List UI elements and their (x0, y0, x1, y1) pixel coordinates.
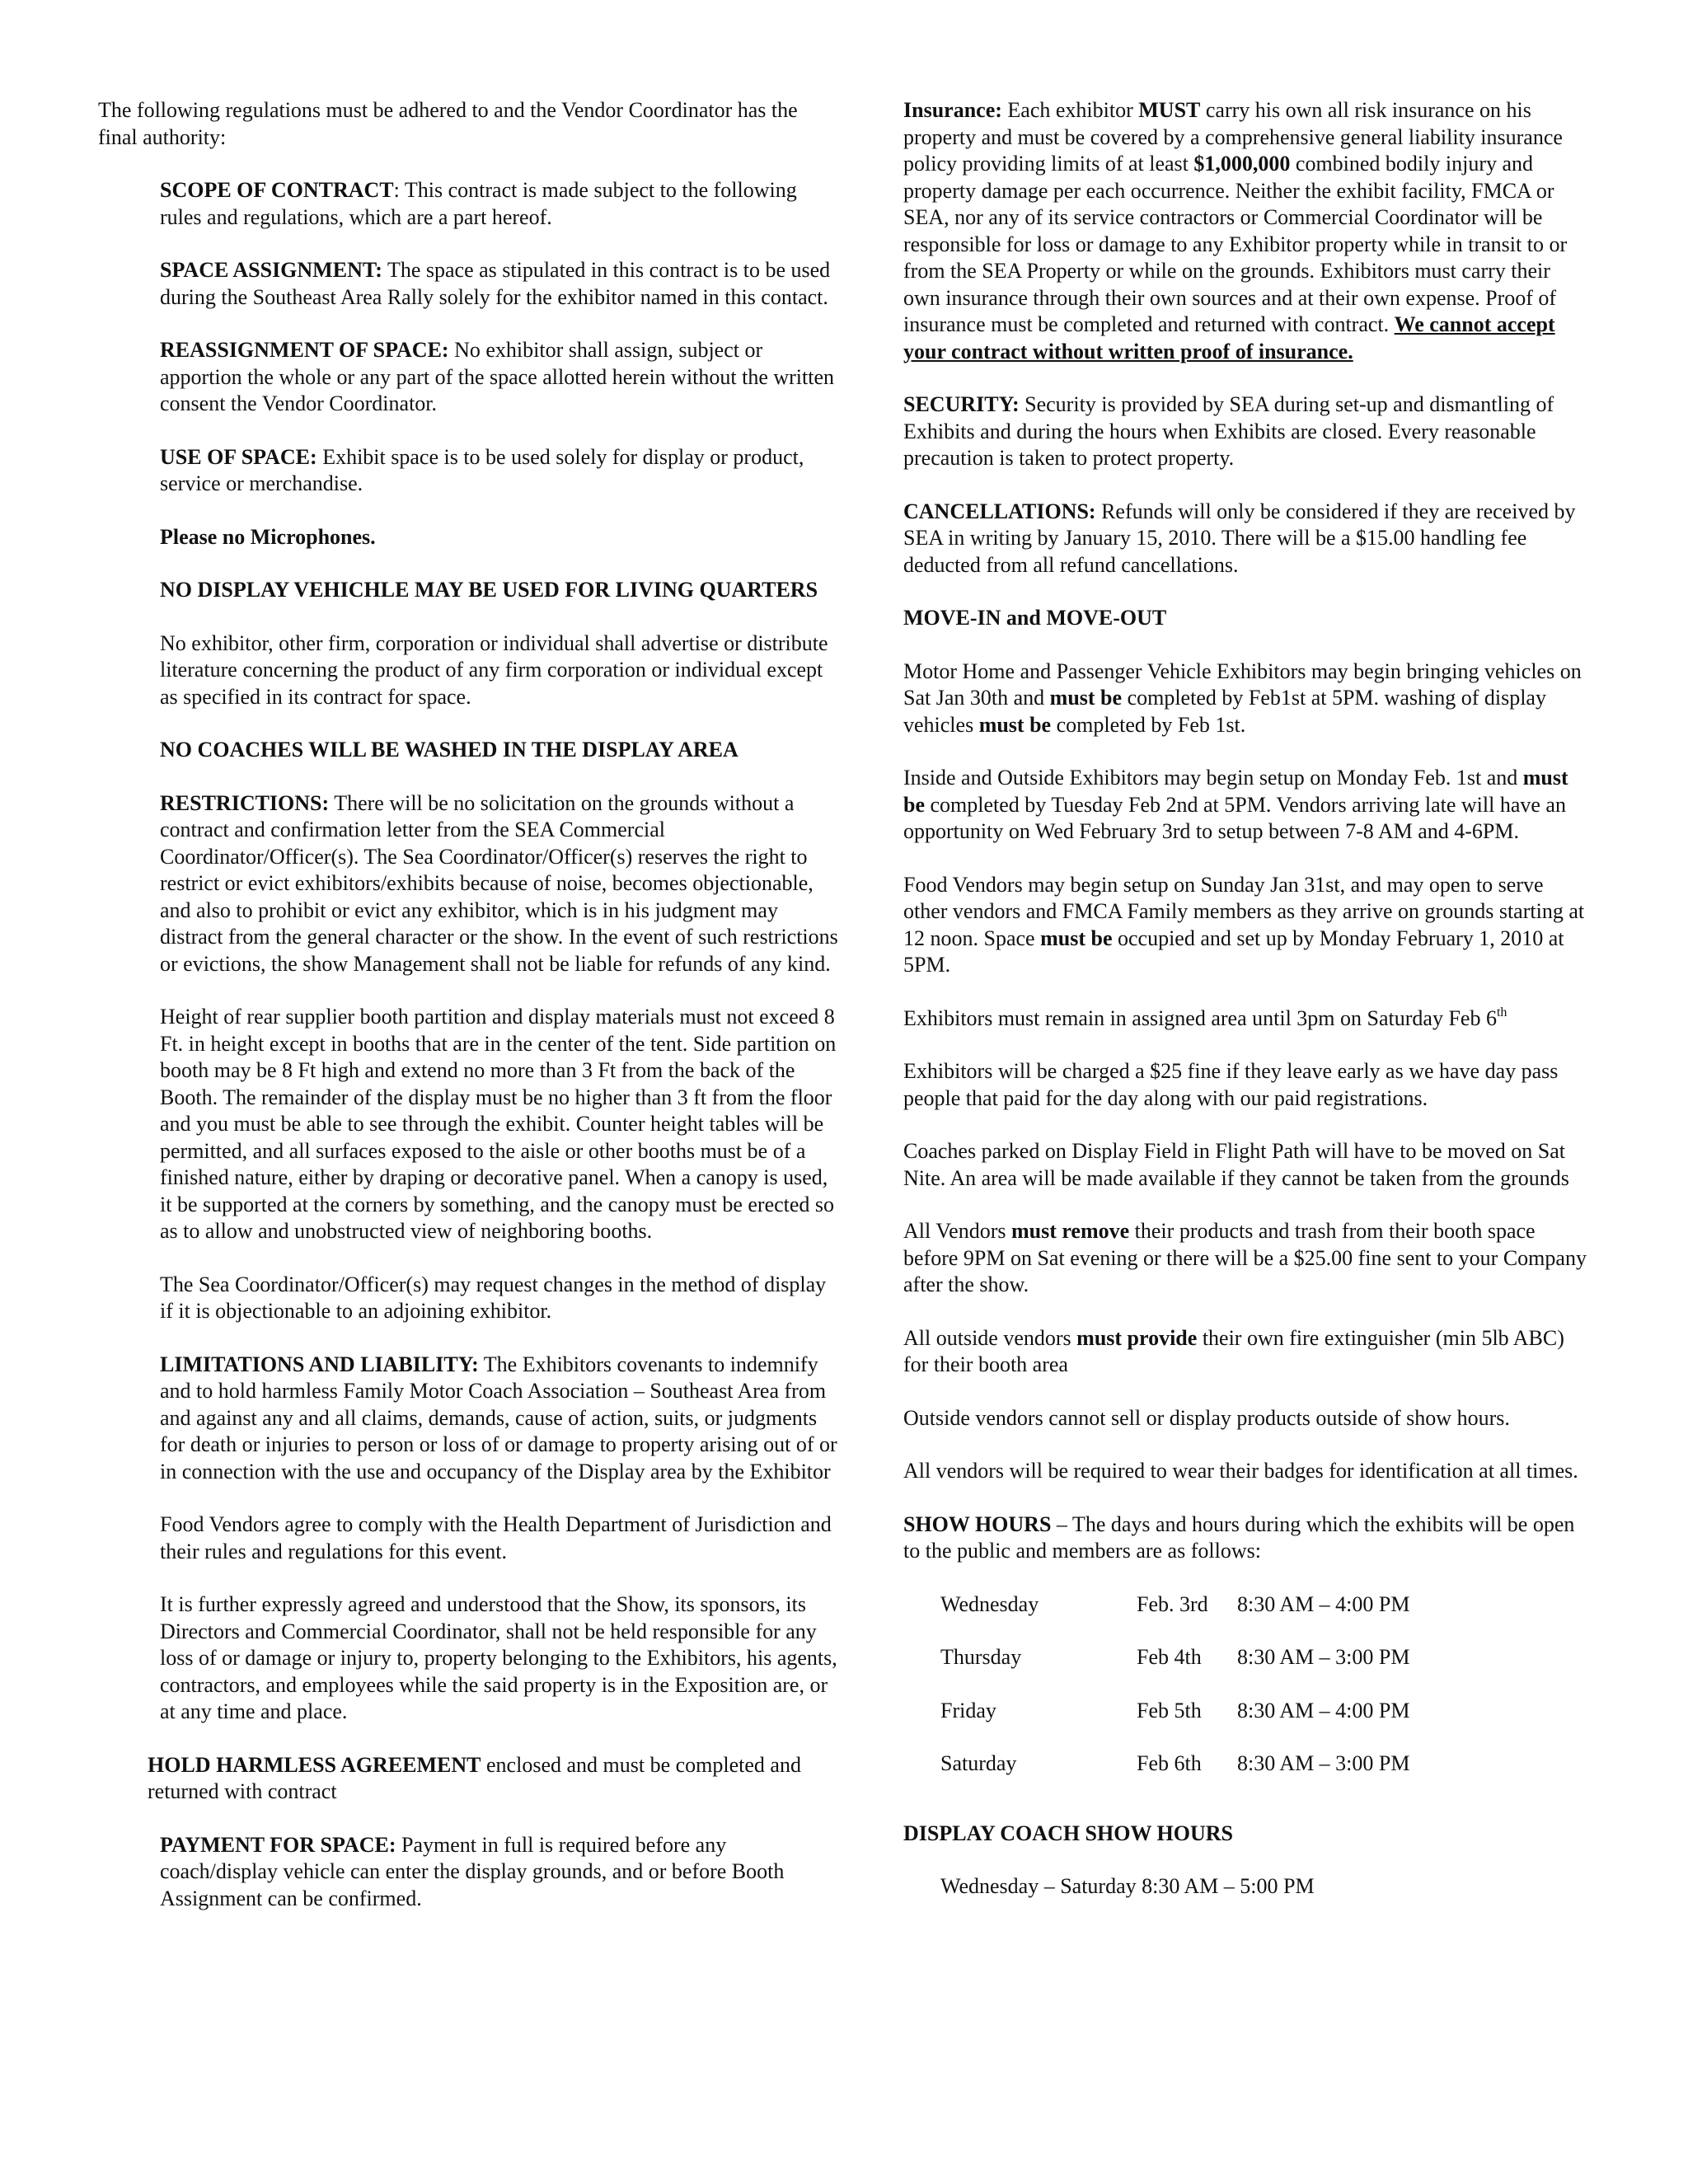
payment-for-space (160, 1832, 840, 1913)
insurance-proof-required: We cannot accept your contract without written proof of insurance. (903, 312, 1555, 363)
food-vendors-paragraph (903, 872, 1587, 979)
schedule-date: Feb 6th (1137, 1751, 1202, 1775)
show-hours-table (940, 1591, 1410, 1804)
badges-paragraph: All vendors will be required to wear their badges for identification at all times. (903, 1459, 1578, 1483)
reassignment-text: No exhibitor shall assign, subject or apportion the whole or any part of the space allotted herein without the written consent the Vendor Coordinator. (160, 338, 835, 415)
remain-text: Exhibitors must remain in assigned area until 3pm on Saturday Feb 6 (903, 1005, 1497, 1030)
inside-outside-text-2: completed by Tuesday Feb 2nd at 5PM. Vendors arriving late will have an opportunity on Wed February 3rd to setup between 7-8 AM and 4-6PM. (903, 792, 1566, 843)
remove-text-2: their products and trash from their booth space before 9PM on Sat evening or there will be a $25.00 fine sent to your Company after the show. (903, 1219, 1587, 1296)
schedule-hours: 8:30 AM – 4:00 PM (1237, 1591, 1410, 1616)
inside-outside-paragraph (903, 765, 1587, 846)
extinguisher-text-2: their own fire extinguisher (min 5lb ABC) for their booth area (903, 1325, 1564, 1376)
schedule-day: Wednesday (940, 1591, 1039, 1616)
schedule-hours: 8:30 AM – 3:00 PM (1237, 1751, 1410, 1775)
limitations-text: The Exhibitors covenants to indemnify and to hold harmless Family Motor Coach Association – Southeast Area from and against any and all claims, demands, cause of action, suits, or judgments for death or injuries to person or loss of or damage to property arising out of or in connection with the use and occupancy of the Display area by the Exhibitor (160, 1352, 837, 1483)
limitations-and-liability (160, 1352, 840, 1486)
no-living-quarters-notice: NO DISPLAY VEHICHLE MAY BE USED FOR LIVING QUARTERS (160, 578, 818, 602)
food-health-paragraph: Food Vendors agree to comply with the Health Department of Jurisdiction and their rules and regulations for this event. (160, 1512, 832, 1563)
insurance-text-3: combined bodily injury and property damage per each occurrence. Neither the exhibit facility, FMCA or SEA, nor any of its service contractors or Commercial Coordinator will be responsible for loss or damage to any Exhibitor property while in transit to or from the SEA Property or while on the grounds. Exhibitors must carry their own insurance through their own sources and at their own expense. Proof of insurance must be completed and returned with contract. (903, 152, 1568, 336)
food-vendors-text-2: occupied and set up by Monday February 1, 2010 at 5PM. (903, 926, 1564, 977)
security-text: Security is provided by SEA during set-up and dismantling of Exhibits and during the hours when Exhibits are closed. Every reasonable precaution is taken to protect property. (903, 392, 1554, 470)
inside-outside-bold: must be (903, 766, 1568, 817)
remain-paragraph (903, 1005, 1587, 1033)
schedule-day: Friday (940, 1698, 996, 1722)
remove-text-1: All Vendors (903, 1219, 1011, 1243)
extinguisher-paragraph (903, 1325, 1587, 1379)
schedule-row (940, 1698, 1410, 1751)
food-vendors-bold: must be (1040, 926, 1113, 950)
method-change-paragraph: The Sea Coordinator/Officer(s) may request changes in the method of display if it is objectionable to an adjoining exhibitor. (160, 1272, 827, 1323)
schedule-hours: 8:30 AM – 4:00 PM (1237, 1698, 1410, 1722)
move-in-out-heading: MOVE-IN and MOVE-OUT (903, 606, 1167, 630)
no-microphones-notice: Please no Microphones. (160, 524, 376, 549)
show-hours-heading: SHOW HOURS (903, 1511, 1052, 1536)
further-agreed-paragraph: It is further expressly agreed and understood that the Show, its sponsors, its Directors and Commercial Coordinator, shall not be held responsible for any loss of or damage or injury to, property belonging to the Exhibitors, his agents, contractors, and employees while the said property is in the Exposition are, or at any time and place. (160, 1592, 837, 1723)
remove-bold: must remove (1010, 1219, 1130, 1243)
coaches-parked-paragraph: Coaches parked on Display Field in Flight Path will have to be moved on Sat Nite. An area will be made available if they cannot be taken from the grounds (903, 1139, 1569, 1190)
extinguisher-bold: must provide (1076, 1325, 1198, 1350)
insurance-must: MUST (1138, 98, 1201, 122)
insurance-text-2: carry his own all risk insurance on his property and must be covered by a comprehensive general liability insurance policy providing limits of at least (903, 98, 1563, 176)
space-assignment-text: The space as stipulated in this contract is to be used during the Southeast Area Rally solely for the exhibitor named in this contact. (160, 258, 831, 309)
intro-paragraph: The following regulations must be adhered to and the Vendor Coordinator has the final authority: (98, 98, 798, 149)
schedule-date: Feb. 3rd (1137, 1591, 1208, 1616)
security-section (903, 391, 1587, 472)
remain-sup: th (1496, 1005, 1507, 1019)
schedule-row (940, 1750, 1410, 1804)
motor-home-bold-2: must be (978, 712, 1052, 737)
use-of-space (160, 444, 840, 498)
use-of-space-text: Exhibit space is to be used solely for display or product, service or merchandise. (160, 444, 804, 495)
no-wash-notice: NO COACHES WILL BE WASHED IN THE DISPLAY AREA (160, 738, 738, 762)
use-of-space-heading: USE OF SPACE: (160, 444, 317, 469)
display-coach-heading: DISPLAY COACH SHOW HOURS (903, 1821, 1233, 1845)
cancellations-text: Refunds will only be considered if they are received by SEA in writing by January 15, 2010. There will be a $15.00 handling fee deducted from all refund cancellations. (903, 499, 1576, 577)
restrictions-heading: RESTRICTIONS: (160, 790, 330, 815)
scope-heading: SCOPE OF CONTRACT (160, 178, 394, 202)
left-column (98, 97, 840, 1938)
show-hours-section (903, 1511, 1587, 1565)
extinguisher-text-1: All outside vendors (903, 1325, 1077, 1350)
inside-outside-text-1: Inside and Outside Exhibitors may begin setup on Monday Feb. 1st and (903, 766, 1523, 790)
motor-home-text-2: completed by Feb1st at 5PM. washing of display vehicles (903, 686, 1546, 737)
schedule-day: Thursday (940, 1645, 1022, 1669)
cancellations-section (903, 499, 1587, 579)
schedule-day: Saturday (940, 1751, 1017, 1775)
hold-harmless-text: enclosed and must be completed and returned with contract (148, 1752, 801, 1803)
hold-harmless-heading: HOLD HARMLESS AGREEMENT (148, 1752, 481, 1777)
motor-home-bold-1: must be (1049, 686, 1123, 710)
motor-home-text-1: Motor Home and Passenger Vehicle Exhibitors may begin bringing vehicles on Sat Jan 30th and (903, 658, 1582, 710)
schedule-date: Feb 4th (1137, 1645, 1202, 1669)
space-assignment (160, 257, 840, 311)
schedule-date: Feb 5th (1137, 1698, 1202, 1722)
outside-hours-paragraph: Outside vendors cannot sell or display products outside of show hours. (903, 1405, 1510, 1430)
insurance-amount: $1,000,000 (1193, 152, 1291, 176)
remove-trash-paragraph (903, 1218, 1587, 1299)
motor-home-paragraph (903, 658, 1587, 739)
motor-home-text-3: completed by Feb 1st. (1051, 712, 1246, 737)
restrictions (160, 790, 840, 978)
reassignment-heading: REASSIGNMENT OF SPACE: (160, 338, 449, 362)
early-leave-fine-paragraph: Exhibitors will be charged a $25 fine if they leave early as we have day pass people that paid for the day along with our paid registrations. (903, 1059, 1559, 1110)
show-hours-text: – The days and hours during which the exhibits will be open to the public and members are as follows: (903, 1511, 1575, 1563)
display-coach-hours: Wednesday – Saturday 8:30 AM – 5:00 PM (940, 1874, 1315, 1898)
schedule-row (940, 1591, 1410, 1645)
limitations-heading: LIMITATIONS AND LIABILITY: (160, 1352, 479, 1376)
cancellations-heading: CANCELLATIONS: (903, 499, 1096, 523)
scope-text: : This contract is made subject to the following rules and regulations, which are a part hereof. (160, 178, 797, 229)
schedule-row (940, 1644, 1410, 1698)
food-vendors-text-1: Food Vendors may begin setup on Sunday Jan 31st, and may open to serve other vendors and FMCA Family members as they arrive on grounds starting at 12 noon. Space (903, 872, 1585, 950)
payment-heading: PAYMENT FOR SPACE: (160, 1832, 396, 1857)
schedule-hours: 8:30 AM – 3:00 PM (1237, 1645, 1410, 1669)
no-advertise-paragraph: No exhibitor, other firm, corporation or individual shall advertise or distribute literature concerning the product of any firm corporation or individual except as specified in its contract for space. (160, 630, 828, 709)
space-assignment-heading: SPACE ASSIGNMENT: (160, 258, 382, 282)
insurance-heading: Insurance: (903, 98, 1002, 122)
hold-harmless-agreement (148, 1752, 840, 1806)
insurance-text-1: Each exhibitor (1001, 98, 1139, 122)
payment-text: Payment in full is required before any coach/display vehicle can enter the display grounds, and or before Booth Assignment can be confirmed. (160, 1832, 785, 1910)
insurance-section (903, 97, 1587, 365)
reassignment-of-space (160, 337, 840, 418)
height-rules-paragraph: Height of rear supplier booth partition and display materials must not exceed 8 Ft. in height except in booths that are in the center of the tent. Side partition on booth may be 8 Ft high and extend no more than 3 Ft from the back of the Booth. The remainder of the display must be no higher than 3 ft from the floor and you must be able to see through the exhibit. Counter height tables will be permitted, and all surfaces exposed to the aisle or other booths must be of a finished nature, either by draping or decorative panel. When a canopy is used, it be supported at the corners by something, and the canopy must be erected so as to allow and unobstructed view of neighboring booths. (160, 1005, 837, 1243)
restrictions-text: There will be no solicitation on the grounds without a contract and confirmation letter from the SEA Commercial Coordinator/Officer(s). The Sea Coordinator/Officer(s) reserves the right to restrict or evict exhibitors/exhibits because of noise, becomes objectionable, and also to prohibit or evict any exhibitor, which is in his judgment may distract from the general character or the show. In the event of such restrictions or evictions, the show Management shall not be liable for refunds of any kind. (160, 790, 838, 976)
scope-of-contract (160, 177, 840, 231)
right-column (903, 97, 1587, 1927)
security-heading: SECURITY: (903, 392, 1020, 416)
